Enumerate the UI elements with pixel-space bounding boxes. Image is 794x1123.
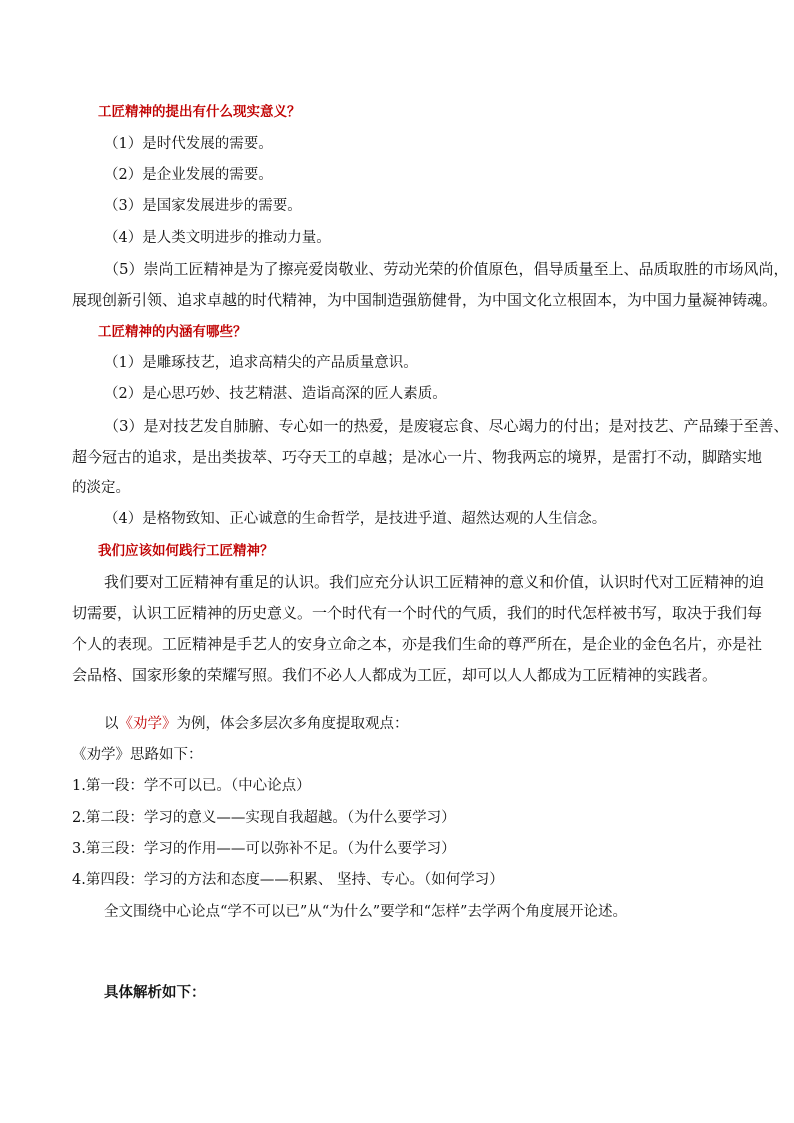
paragraph-line: 个人的表现。工匠精神是手艺人的安身立命之本，亦是我们生命的尊严所在，是企业的金色名片，亦是社 bbox=[72, 635, 763, 653]
intro-suffix: 为例，体会多层次多角度提取观点： bbox=[176, 716, 409, 732]
list-item: （2）是企业发展的需要。 bbox=[104, 167, 273, 183]
outline-title: 《劝学》思路如下： bbox=[72, 747, 203, 763]
paragraph-line: 的淡定。 bbox=[72, 480, 130, 496]
list-item: （1）是雕琢技艺，追求高精尖的产品质量意识。 bbox=[104, 355, 418, 371]
outline-item: 2.第二段：学习的意义——实现自我超越。（为什么要学习） bbox=[72, 810, 456, 826]
outline-item: 1.第一段：学不可以已。（中心论点） bbox=[72, 778, 311, 794]
list-item: （3）是国家发展进步的需要。 bbox=[104, 198, 302, 214]
summary-line: 全文围绕中心论点“学不可以已”从“为什么”要学和“怎样”去学两个角度展开论述。 bbox=[104, 904, 627, 920]
outline-item: 4.第四段：学习的方法和态度——积累、 坚持、专心。（如何学习） bbox=[72, 872, 504, 888]
section-heading-connotation: 工匠精神的内涵有哪些？ bbox=[98, 324, 247, 340]
list-item: （4）是人类文明进步的推动力量。 bbox=[104, 230, 331, 246]
paragraph-line: （5）崇尚工匠精神是为了擦亮爱岗敬业、劳动光荣的价值原色，倡导质量至上、品质取胜的市场风尚， bbox=[104, 260, 789, 278]
list-item: （1）是时代发展的需要。 bbox=[104, 136, 273, 152]
list-item: （4）是格物致知、正心诚意的生命哲学，是技进乎道、超然达观的人生信念。 bbox=[104, 511, 607, 527]
section-heading-practice: 我们应该如何践行工匠精神？ bbox=[98, 543, 274, 559]
paragraph-line: 展现创新引领、追求卓越的时代精神，为中国制造强筋健骨，为中国文化立根固本，为中国力量凝神铸魂。 bbox=[72, 291, 778, 309]
intro-prefix: 以 bbox=[104, 716, 119, 732]
intro-title: 《劝学》 bbox=[118, 716, 177, 732]
paragraph-line: 超今冠古的追求，是出类拔萃、巧夺天工的卓越；是冰心一片、物我两忘的境界，是雷打不动，脚踏实地 bbox=[72, 448, 763, 466]
paragraph-line: （3）是对技艺发自肺腑、专心如一的热爱，是废寝忘食、尽心竭力的付出；是对技艺、产品臻于至善、 bbox=[104, 417, 789, 435]
outline-item: 3.第三段：学习的作用——可以弥补不足。（为什么要学习） bbox=[72, 841, 456, 857]
paragraph-line: 切需要，认识工匠精神的历史意义。一个时代有一个时代的气质，我们的时代怎样被书写，取决于我们每 bbox=[72, 604, 763, 622]
paragraph-line: 我们要对工匠精神有重足的认识。我们应充分认识工匠精神的意义和价值，认识时代对工匠精神的迫 bbox=[104, 573, 765, 591]
intro-line bbox=[104, 714, 409, 734]
list-item: （2）是心思巧妙、技艺精湛、造诣高深的匠人素质。 bbox=[104, 386, 447, 402]
analysis-heading: 具体解析如下： bbox=[104, 984, 206, 1001]
paragraph-line: 会品格、国家形象的荣耀写照。我们不必人人都成为工匠，却可以人人都成为工匠精神的实践者。 bbox=[72, 666, 718, 684]
section-heading-significance: 工匠精神的提出有什么现实意义？ bbox=[98, 104, 301, 120]
